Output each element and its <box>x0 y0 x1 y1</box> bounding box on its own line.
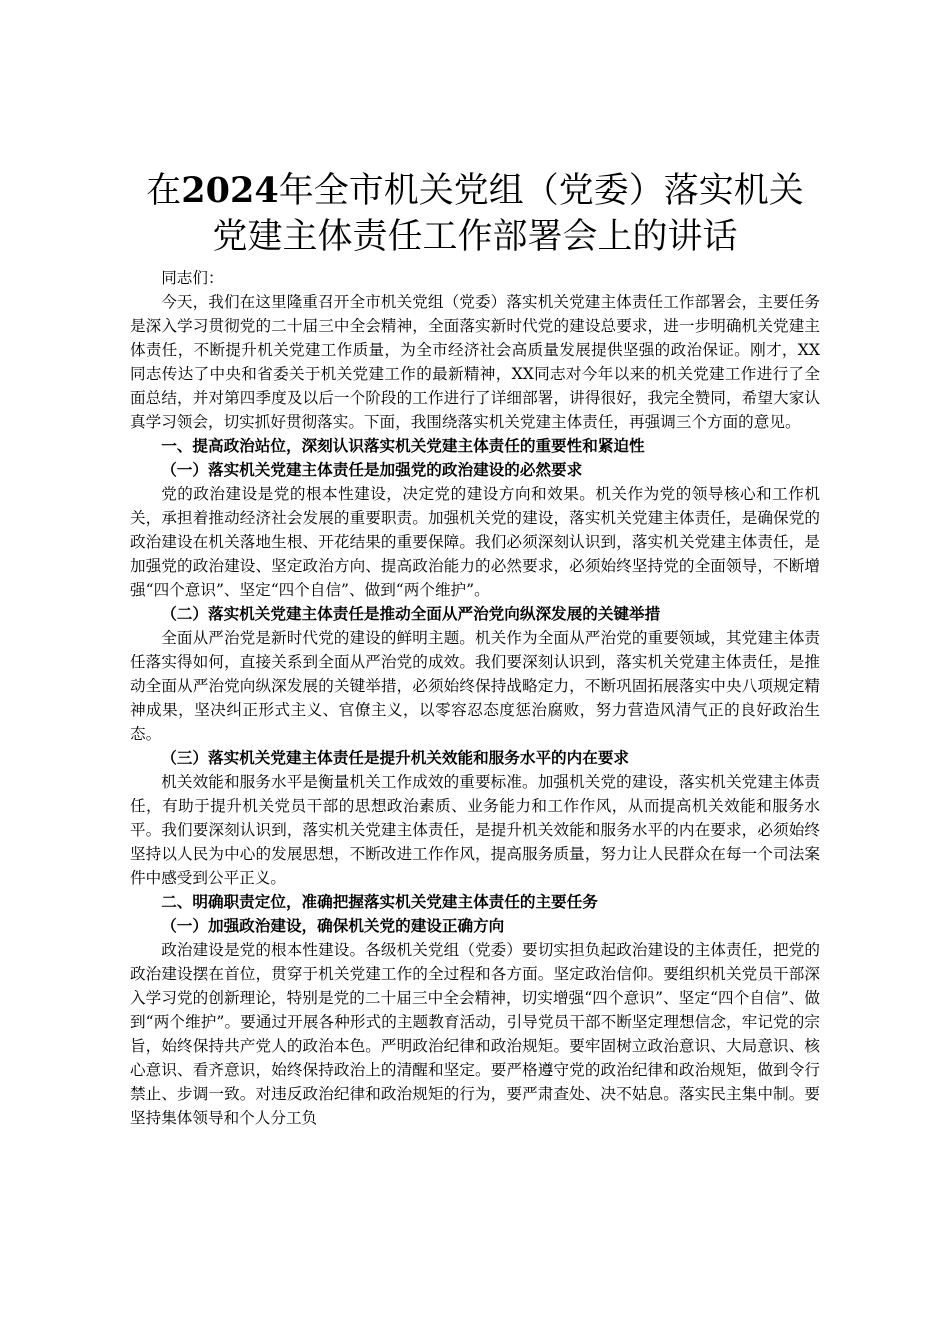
intro-paragraph: 今天，我们在这里隆重召开全市机关党组（党委）落实机关党建主体责任工作部署会，主要任务是深入学习贯彻党的二十届三中全会精神，全面落实新时代党的建设总要求，进一步明确机关党建主体责任，不断提升机关党建工作质量，为全市经济社会高质量发展提供坚强的政治保证。刚才，XX同志传达了中央和省委关于机关党建工作的最新精神，XX同志对今年以来的机关党建工作进行了全面总结，并对第四季度及以后一个阶段的工作进行了详细部署，讲得很好，我完全赞同，希望大家认真学习领会，切实抓好贯彻落实。下面，我围绕落实机关党建主体责任，再强调三个方面的意见。 <box>130 293 820 431</box>
document-page <box>130 168 820 1130</box>
title-prefix: 在 <box>146 171 182 211</box>
section-1-1-heading: （一）落实机关党建主体责任是加强党的政治建设的必然要求 <box>161 460 583 479</box>
title-rest: 年全市机关党组（党委）落实机关党建主体责任工作部署会上的讲话 <box>212 171 804 257</box>
section-1-1-body: 党的政治建设是党的根本性建设，决定党的建设方向和效果。机关作为党的领导核心和工作机关，承担着推动经济社会发展的重要职责。加强机关党的建设，落实机关党建主体责任，是确保党的政治建设在机关落地生根、开花结果的重要保障。我们必须深刻认识到，落实机关党建主体责任，是加强党的政治建设、坚定政治方向、提高政治能力的必然要求，必须始终坚持党的全面领导，不断增强“四个意识”、坚定“四个自信”、做到“两个维护”。 <box>130 485 820 599</box>
section-1-heading: 一、提高政治站位，深刻认识落实机关党建主体责任的重要性和紧迫性 <box>161 436 645 455</box>
section-2-heading: 二、明确职责定位，准确把握落实机关党建主体责任的主要任务 <box>161 892 598 911</box>
section-1-2-body: 全面从严治党是新时代党的建设的鲜明主题。机关作为全面从严治党的重要领域，其党建主体责任落实得如何，直接关系到全面从严治党的成效。我们要深刻认识到，落实机关党建主体责任，是推动全面从严治党向纵深发展的关键举措，必须始终保持战略定力，不断巩固拓展落实中央八项规定精神成果，坚决纠正形式主义、官僚主义，以零容忍态度惩治腐败，努力营造风清气正的良好政治生态。 <box>130 629 820 743</box>
title-year: 2024 <box>181 170 279 211</box>
salutation: 同志们： <box>161 269 224 287</box>
document-title <box>130 168 820 260</box>
section-2-1-heading: （一）加强政治建设，确保机关党的建设正确方向 <box>161 916 505 935</box>
section-1-3-body: 机关效能和服务水平是衡量机关工作成效的重要标准。加强机关党的建设，落实机关党建主体责任，有助于提升机关党员干部的思想政治素质、业务能力和工作作风，从而提高机关效能和服务水平。我们要深刻认识到，落实机关党建主体责任，是提升机关效能和服务水平的内在要求，必须始终坚持以人民为中心的发展思想，不断改进工作作风，提高服务质量，努力让人民群众在每一个司法案件中感受到公平正义。 <box>130 773 820 887</box>
section-2-1-body: 政治建设是党的根本性建设。各级机关党组（党委）要切实担负起政治建设的主体责任，把党的政治建设摆在首位，贯穿于机关党建工作的全过程和各方面。坚定政治信仰。要组织机关党员干部深入学习党的创新理论，特别是党的二十届三中全会精神，切实增强“四个意识”、坚定“四个自信”、做到“两个维护”。要通过开展各种形式的主题教育活动，引导党员干部不断坚定理想信念，牢记党的宗旨，始终保持共产党人的政治本色。严明政治纪律和政治规矩。要牢固树立政治意识、大局意识、核心意识、看齐意识，始终保持政治上的清醒和坚定。要严格遵守党的政治纪律和政治规矩，做到令行禁止、步调一致。对违反政治纪律和政治规矩的行为，要严肃查处、决不姑息。落实民主集中制。要坚持集体领导和个人分工负 <box>130 941 820 1127</box>
section-1-2-heading: （二）落实机关党建主体责任是推动全面从严治党向纵深发展的关键举措 <box>161 604 661 623</box>
section-1-3-heading: （三）落实机关党建主体责任是提升机关效能和服务水平的内在要求 <box>161 748 630 767</box>
